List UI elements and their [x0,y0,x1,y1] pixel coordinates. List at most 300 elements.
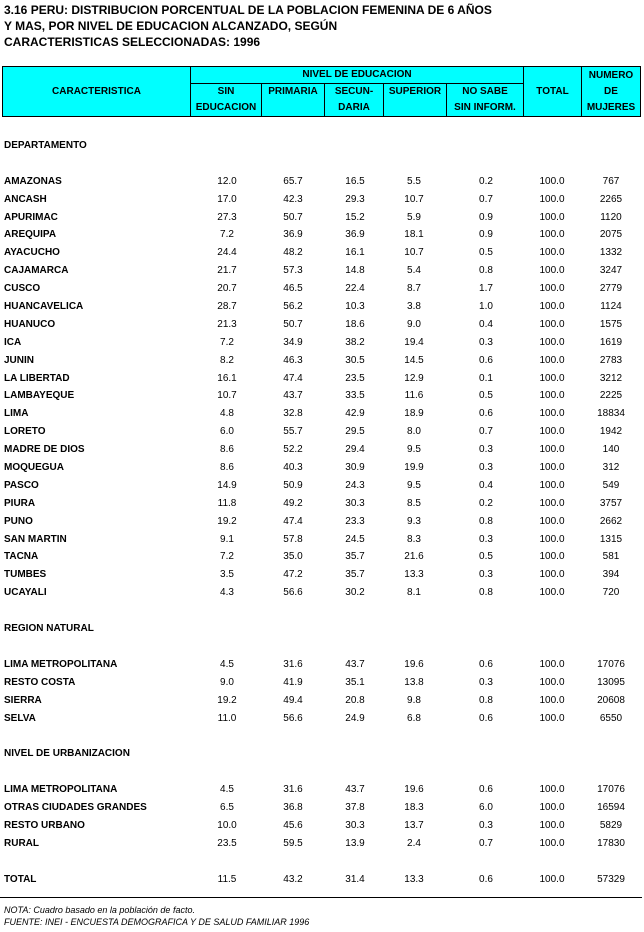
row-value: 3212 [599,372,623,384]
header-no-sabe [447,84,524,117]
row-value: 100.0 [539,301,565,313]
row-value: 1575 [599,318,623,330]
row-value: 0.6 [479,873,493,885]
row-value: 6.0 [220,426,234,438]
row-value: 56.6 [283,587,303,599]
row-value: 18834 [597,408,625,420]
row-value: 11.0 [217,712,237,724]
row-value: 35.7 [345,551,365,563]
row-value: 31.6 [283,658,303,670]
header-numero-mujeres [582,67,641,117]
row-value: 9.0 [407,318,421,330]
row-value: 0.7 [479,837,493,849]
row-value: 100.0 [539,694,565,706]
row-value: 19.6 [404,784,424,796]
row-value: 100.0 [539,336,565,348]
table-row [2,280,640,298]
row-value: 48.2 [283,247,303,259]
header-num-line2: DE [604,85,618,97]
row-value: 8.6 [220,462,234,474]
table-title [4,2,492,50]
table-row [2,495,640,513]
row-value: 14.8 [345,265,365,277]
row-value: 31.4 [345,873,365,885]
row-value: 45.6 [283,819,303,831]
header-nosabe-line2: SIN INFORM. [454,102,516,113]
row-value: 0.5 [479,551,493,563]
row-value: 1315 [599,533,623,545]
row-value: 35.0 [283,551,303,563]
row-value: 13.3 [404,569,424,581]
row-value: 5829 [599,819,623,831]
header-nosabe-line1: NO SABE [462,86,508,97]
row-value: 11.8 [217,497,237,509]
row-value: 13.9 [345,837,365,849]
row-value: 2783 [599,354,623,366]
row-value: 0.9 [479,229,493,241]
row-value: 100.0 [539,354,565,366]
row-value: 35.7 [345,569,365,581]
row-value: 8.2 [220,354,234,366]
table-row [2,405,640,423]
table-row [2,316,640,334]
row-value: 29.4 [345,444,365,456]
table-row [2,244,640,262]
section-heading-label: DEPARTAMENTO [4,140,87,151]
row-value: 21.7 [217,265,237,277]
row-value: 13.3 [404,873,424,885]
table-row [2,459,640,477]
table-row [2,781,640,799]
row-value: 9.1 [220,533,234,545]
row-value: 10.7 [404,247,424,259]
row-label: RESTO COSTA [4,676,76,688]
row-value: 47.4 [283,515,303,527]
row-value: 20.8 [345,694,365,706]
row-value: 50.9 [283,479,303,491]
row-value: 46.3 [283,354,303,366]
row-value: 43.2 [283,873,303,885]
row-value: 36.9 [283,229,303,241]
row-value: 11.6 [404,390,424,402]
section-heading-label: REGION NATURAL [4,623,94,635]
row-value: 0.3 [479,569,493,581]
row-value: 57.3 [283,265,303,277]
row-value: 7.2 [220,229,234,241]
row-value: 30.3 [345,497,365,509]
table-row [2,799,640,817]
row-value: 16.5 [345,175,365,187]
row-value: 6.5 [220,801,234,813]
row-value: 0.3 [479,444,493,456]
header-sec-line2: DARIA [338,102,370,113]
row-value: 33.5 [345,390,365,402]
row-value: 4.5 [220,784,234,796]
row-value: 2662 [599,515,623,527]
title-line-1: 3.16 PERU: DISTRIBUCION PORCENTUAL DE LA POBLACION FEMENINA DE 6 AÑOS [4,3,492,17]
row-value: 57329 [597,873,625,885]
header-nivel-educacion: NIVEL DE EDUCACION [191,67,524,84]
source-text: FUENTE: INEI - ENCUESTA DEMOGRAFICA Y DE SALUD FAMILIAR 1996 [4,917,310,927]
table-row [2,513,640,531]
row-value: 22.4 [345,283,365,295]
row-value: 59.5 [283,837,303,849]
row-value: 30.2 [345,587,365,599]
row-label: MADRE DE DIOS [4,444,85,456]
row-value: 17076 [597,658,625,670]
table-row [2,835,640,853]
row-label: SELVA [4,712,36,724]
row-value: 140 [602,444,620,456]
row-value: 100.0 [539,569,565,581]
row-value: 0.3 [479,462,493,474]
row-label: ANCASH [4,193,47,205]
row-value: 32.8 [283,408,303,420]
row-label: HUANCAVELICA [4,301,84,313]
row-value: 34.9 [283,336,303,348]
row-value: 0.6 [479,658,493,670]
table-row [2,352,640,370]
row-value: 0.7 [479,193,493,205]
row-value: 12.0 [217,175,237,187]
row-value: 100.0 [539,712,565,724]
row-value: 100.0 [539,229,565,241]
row-value: 767 [602,175,620,187]
row-label: AYACUCHO [4,247,60,259]
row-value: 0.9 [479,211,493,223]
row-label: PUNO [4,515,33,527]
table-row [2,817,640,835]
row-label: RURAL [4,837,39,849]
row-value: 30.9 [345,462,365,474]
row-value: 3757 [599,497,623,509]
notes [4,904,309,928]
row-label: TACNA [4,551,39,563]
row-value: 19.9 [404,462,424,474]
table-row [2,209,640,227]
row-value: 0.3 [479,676,493,688]
row-value: 0.4 [479,318,493,330]
row-value: 1.7 [479,283,493,295]
row-value: 20608 [597,694,625,706]
row-label: SAN MARTIN [4,533,67,545]
row-value: 0.1 [479,372,493,384]
row-value: 17830 [597,837,625,849]
row-value: 4.8 [220,408,234,420]
row-value: 100.0 [539,283,565,295]
row-value: 16594 [597,801,625,813]
row-value: 46.5 [283,283,303,295]
row-value: 720 [602,587,620,599]
row-label: SIERRA [4,694,42,706]
section-heading [2,745,640,763]
row-value: 6.0 [479,801,493,813]
table-row [2,656,640,674]
row-label: AREQUIPA [4,229,57,241]
row-value: 5.4 [407,265,421,277]
header-secundaria [325,84,384,117]
table-body [2,137,640,888]
row-value: 42.3 [283,193,303,205]
row-value: 0.2 [479,175,493,187]
header-sin-educacion [191,84,262,117]
row-value: 9.3 [407,515,421,527]
row-value: 2265 [599,193,623,205]
row-value: 0.8 [479,515,493,527]
row-label: LIMA METROPOLITANA [4,658,118,670]
row-label: ICA [4,336,22,348]
table-row [2,387,640,405]
table-row [2,423,640,441]
row-value: 18.6 [345,318,365,330]
row-value: 0.6 [479,712,493,724]
table-row [2,871,640,889]
header-num-line1: NUMERO [588,69,634,81]
table-row [2,692,640,710]
row-value: 8.1 [407,587,421,599]
row-value: 17076 [597,784,625,796]
row-value: 100.0 [539,479,565,491]
row-value: 20.7 [217,283,237,295]
row-value: 5.5 [407,175,421,187]
row-value: 7.2 [220,551,234,563]
row-value: 3247 [599,265,623,277]
row-value: 37.8 [345,801,365,813]
header-superior: SUPERIOR [384,84,447,117]
row-value: 0.3 [479,533,493,545]
row-label: CAJAMARCA [4,265,69,277]
header-total: TOTAL [524,67,582,117]
row-value: 23.5 [217,837,237,849]
row-value: 38.2 [345,336,365,348]
row-value: 18.3 [404,801,424,813]
row-value: 9.5 [407,444,421,456]
row-value: 100.0 [539,265,565,277]
row-value: 31.6 [283,784,303,796]
row-value: 30.3 [345,819,365,831]
title-line-2: Y MAS, POR NIVEL DE EDUCACION ALCANZADO, SEGÚN [4,19,338,33]
row-value: 13095 [597,676,625,688]
row-value: 8.6 [220,444,234,456]
table-row [2,226,640,244]
row-value: 24.9 [345,712,365,724]
row-label: LIMA [4,408,29,420]
row-label: APURIMAC [4,211,58,223]
row-value: 1.0 [479,301,493,313]
table-row [2,370,640,388]
row-value: 2225 [599,390,623,402]
row-label: LA LIBERTAD [4,372,70,384]
row-value: 19.2 [217,694,237,706]
row-value: 10.7 [404,193,424,205]
row-value: 0.8 [479,265,493,277]
row-label: AMAZONAS [4,175,62,187]
row-value: 100.0 [539,408,565,420]
row-value: 12.9 [404,372,424,384]
row-value: 16.1 [217,372,237,384]
header-sec-line1: SECUN- [334,86,374,97]
row-label: HUANUCO [4,318,56,330]
row-value: 9.8 [407,694,421,706]
row-label: JUNIN [4,354,35,366]
row-value: 35.1 [345,676,365,688]
row-value: 100.0 [539,819,565,831]
row-value: 56.2 [283,301,303,313]
row-value: 14.5 [404,354,424,366]
row-value: 2.4 [407,837,421,849]
table-row [2,477,640,495]
row-value: 24.4 [217,247,237,259]
row-value: 43.7 [345,658,365,670]
row-label: PIURA [4,497,36,509]
row-value: 18.9 [404,408,424,420]
row-value: 21.6 [404,551,424,563]
row-label: PASCO [4,479,39,491]
table-row [2,710,640,728]
row-value: 1124 [600,301,622,313]
row-value: 100.0 [539,462,565,474]
row-value: 11.5 [217,873,237,885]
table-row [2,334,640,352]
row-value: 29.5 [345,426,365,438]
row-value: 21.3 [217,318,237,330]
row-value: 3.8 [407,301,421,313]
row-value: 0.6 [479,408,493,420]
row-value: 2075 [599,229,623,241]
row-value: 581 [602,551,620,563]
title-line-3: CARACTERISTICAS SELECCIONADAS: 1996 [4,35,261,49]
row-value: 49.2 [283,497,303,509]
row-value: 1619 [599,336,623,348]
row-value: 0.8 [479,694,493,706]
row-value: 29.3 [345,193,365,205]
section-heading [2,620,640,638]
row-value: 23.5 [345,372,365,384]
table-row [2,566,640,584]
row-value: 56.6 [283,712,303,724]
row-value: 15.2 [345,211,365,223]
row-value: 40.3 [283,462,303,474]
row-value: 100.0 [539,837,565,849]
row-value: 100.0 [539,873,565,885]
row-value: 0.7 [479,426,493,438]
row-value: 2779 [599,283,623,295]
row-value: 100.0 [539,372,565,384]
row-value: 8.5 [407,497,421,509]
row-value: 6550 [599,712,623,724]
row-value: 10.0 [217,819,237,831]
row-value: 14.9 [217,479,237,491]
row-value: 312 [602,462,620,474]
row-value: 0.6 [479,354,493,366]
row-value: 36.9 [345,229,365,241]
row-label: TUMBES [4,569,47,581]
row-value: 0.5 [479,390,493,402]
row-value: 24.3 [345,479,365,491]
row-label: UCAYALI [4,587,47,599]
table-row [2,262,640,280]
header-num-line3: MUJERES [586,101,636,113]
row-value: 1942 [599,426,623,438]
row-value: 100.0 [539,587,565,599]
row-value: 0.5 [479,247,493,259]
row-value: 43.7 [283,390,303,402]
row-value: 100.0 [539,658,565,670]
table-row [2,548,640,566]
row-value: 100.0 [539,801,565,813]
row-value: 41.9 [283,676,303,688]
row-value: 23.3 [345,515,365,527]
row-value: 19.2 [217,515,237,527]
row-label: CUSCO [4,283,41,295]
row-value: 100.0 [539,444,565,456]
table-row [2,674,640,692]
table-row [2,441,640,459]
header-sin-line1: SIN [217,86,235,97]
row-value: 17.0 [217,193,237,205]
row-value: 8.7 [407,283,421,295]
row-value: 1120 [600,211,622,223]
row-value: 3.5 [220,569,234,581]
row-value: 394 [602,569,620,581]
row-label: LORETO [4,426,46,438]
row-value: 10.3 [345,301,365,313]
row-value: 100.0 [539,211,565,223]
row-value: 13.8 [404,676,424,688]
row-value: 65.7 [283,175,303,187]
row-value: 100.0 [539,676,565,688]
table-row [2,298,640,316]
row-value: 0.8 [479,587,493,599]
row-value: 100.0 [539,497,565,509]
row-value: 100.0 [539,533,565,545]
row-value: 8.3 [407,533,421,545]
row-value: 0.4 [479,479,493,491]
row-value: 100.0 [539,784,565,796]
table-row [2,531,640,549]
row-value: 100.0 [539,175,565,187]
row-value: 549 [602,479,620,491]
row-value: 0.3 [479,336,493,348]
row-value: 100.0 [539,426,565,438]
row-value: 5.9 [407,211,421,223]
row-label: TOTAL [4,873,37,885]
header-sin-line2: EDUCACION [195,102,257,113]
row-value: 4.3 [220,587,234,599]
row-label: LAMBAYEQUE [4,390,75,402]
row-value: 100.0 [539,515,565,527]
row-value: 100.0 [539,390,565,402]
header-caracteristica: CARACTERISTICA [3,67,191,117]
row-value: 16.1 [345,247,365,259]
row-value: 0.3 [479,819,493,831]
row-value: 47.2 [283,569,303,581]
row-value: 0.2 [479,497,493,509]
row-value: 8.0 [407,426,421,438]
row-value: 19.4 [404,336,424,348]
row-value: 100.0 [539,551,565,563]
row-value: 24.5 [345,533,365,545]
bottom-divider [0,897,642,898]
row-value: 1332 [599,247,623,259]
row-value: 4.5 [220,658,234,670]
row-value: 28.7 [217,301,237,313]
row-value: 57.8 [283,533,303,545]
row-label: MOQUEGUA [4,462,64,474]
row-value: 100.0 [539,318,565,330]
row-value: 100.0 [539,247,565,259]
row-value: 50.7 [283,318,303,330]
